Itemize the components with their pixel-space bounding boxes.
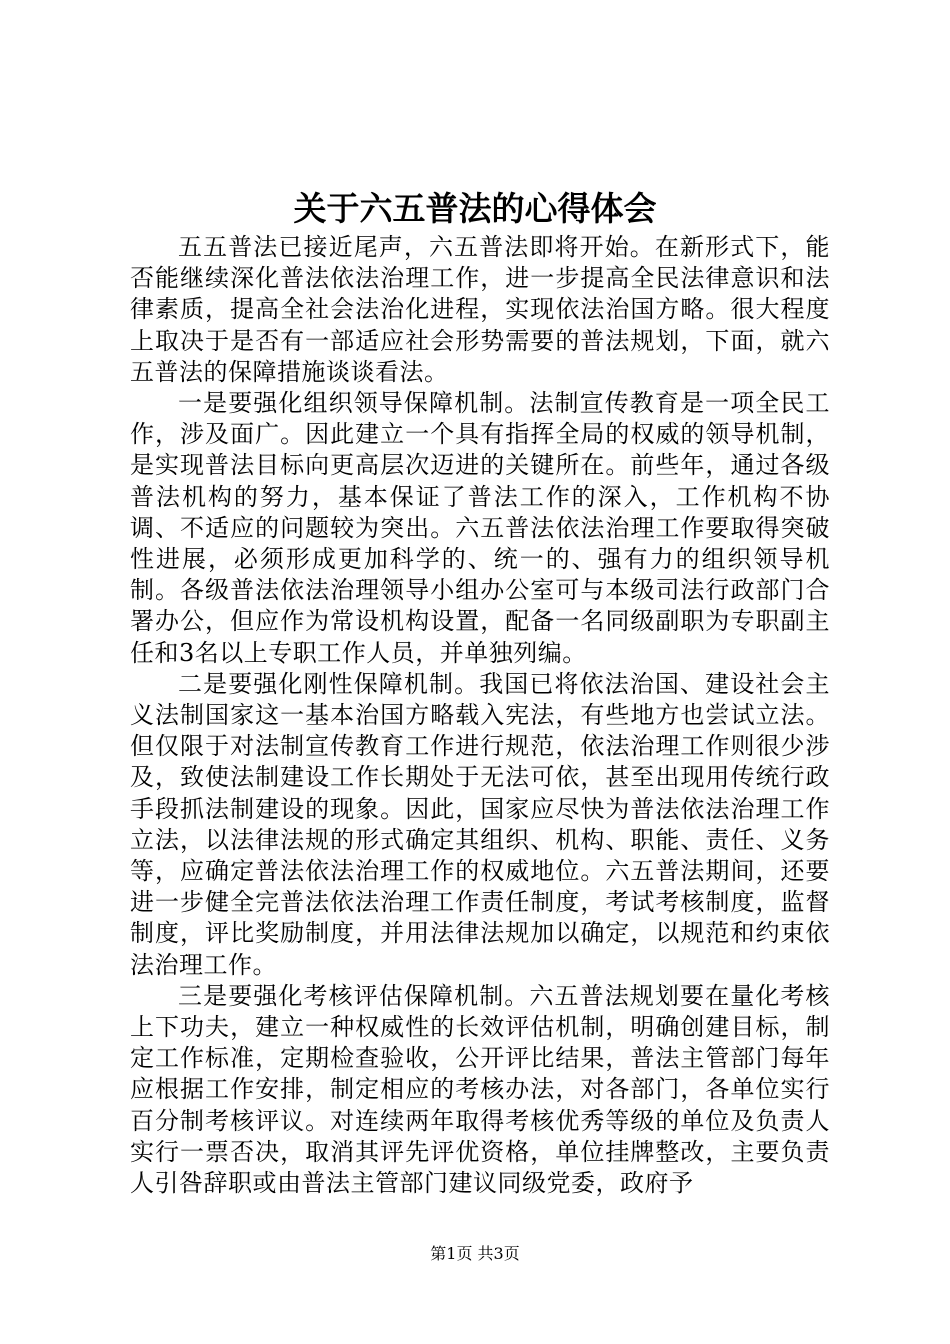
page-number-footer: 第1页 共3页 (430, 1244, 520, 1263)
paragraph-rigid-mechanism: 二是要强化刚性保障机制。我国已将依法治国、建设社会主义法制国家这一基本治国方略载入宪法，有些地方也尝试立法。但仅限于对法制宣传教育工作进行规范，依法治理工作则很少涉及，致使法制建设工作长期处于无法可依，甚至出现用传统行政手段抓法制建设的现象。因此，国家应尽快为普法依法治理工作立法，以法律法规的形式确定其组织、机构、职能、责任、义务等，应确定普法依法治理工作的权威地位。六五普法期间，还要进一步健全完普法依法治理工作责任制度，考试考核制度，监督制度，评比奖励制度，并用法律法规加以确定，以规范和约束依法治理工作。 (130, 669, 830, 979)
document-title: 关于六五普法的心得体会 (293, 189, 657, 228)
paragraph-assessment: 三是要强化考核评估保障机制。六五普法规划要在量化考核上下功夫，建立一种权威性的长效评估机制，明确创建目标，制定工作标准，定期检查验收，公开评比结果，普法主管部门每年应根据工作安排，制定相应的考核办法，对各部门，各单位实行百分制考核评议。对连续两年取得考核优秀等级的单位及负责人实行一票否决，取消其评先评优资格，单位挂牌整改，主要负责人引咎辞职或由普法主管部门建议同级党委，政府予 (130, 981, 830, 1198)
document-body (130, 232, 830, 1199)
paragraph-intro: 五五普法已接近尾声，六五普法即将开始。在新形式下，能否能继续深化普法依法治理工作，进一步提高全民法律意识和法律素质，提高全社会法治化进程，实现依法治国方略。很大程度上取决于是否有一部适应社会形势需要的普法规划，下面，就六五普法的保障措施谈谈看法。 (130, 233, 830, 386)
paragraph-organization: 一是要强化组织领导保障机制。法制宣传教育是一项全民工作，涉及面广。因此建立一个具有指挥全局的权威的领导机制，是实现普法目标向更高层次迈进的关键所在。前些年，通过各级普法机构的努力，基本保证了普法工作的深入，工作机构不协调、不适应的问题较为突出。六五普法依法治理工作要取得突破性进展，必须形成更加科学的、统一的、强有力的组织领导机制。各级普法依法治理领导小组办公室可与本级司法行政部门合署办公，但应作为常设机构设置，配备一名同级副职为专职副主任和3名以上专职工作人员，并单独列编。 (130, 389, 830, 667)
